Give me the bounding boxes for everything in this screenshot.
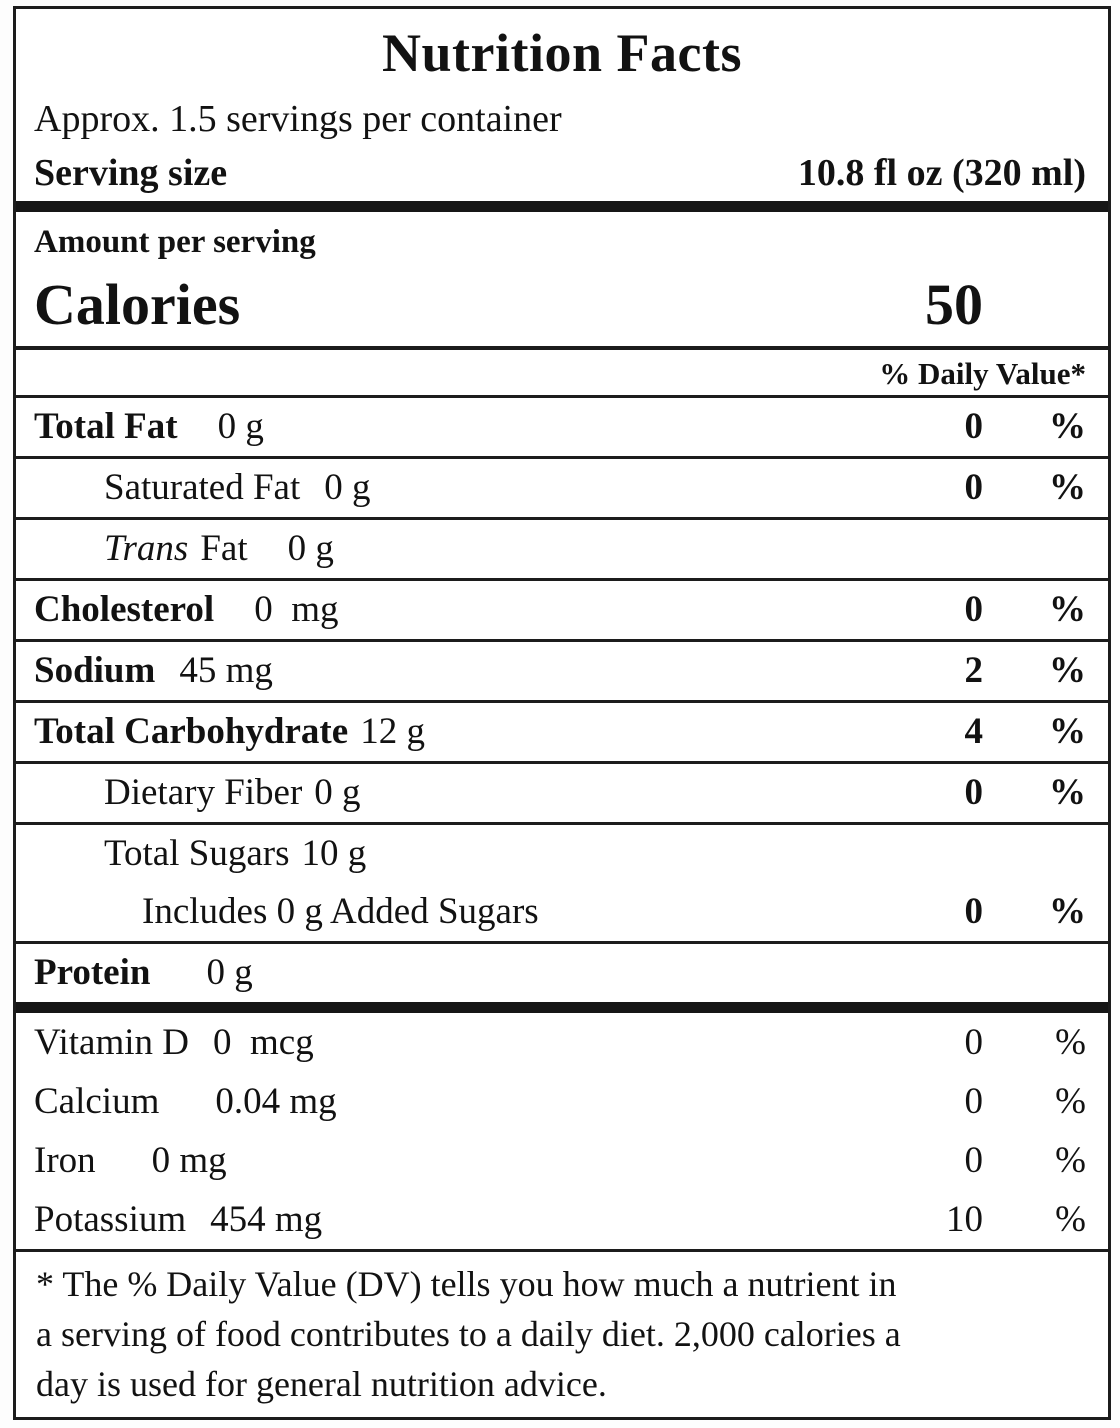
percent-sign: % [1049, 711, 1086, 752]
nutrient-name: Fat [200, 528, 248, 569]
percent-sign: % [1049, 772, 1086, 813]
nutrient-row-protein [16, 944, 1108, 1002]
nutrient-name: Total Sugars [104, 833, 290, 874]
nutrient-row-trans-fat [16, 520, 1108, 581]
nutrient-amount: 0 mg [151, 1140, 227, 1181]
daily-value-number: 0 [964, 1081, 983, 1122]
nutrient-row-cholesterol [16, 581, 1108, 642]
nutrient-section [16, 398, 1108, 1002]
nutrient-amount: 0 mcg [213, 1022, 314, 1063]
label-title: Nutrition Facts [382, 23, 742, 83]
percent-sign: % [1049, 650, 1086, 691]
nutrient-amount: 0 g [314, 772, 361, 813]
calories-row [16, 264, 1108, 350]
thick-divider-bar [16, 1002, 1108, 1013]
percent-sign: % [1055, 1140, 1086, 1181]
nutrient-name: Protein [34, 952, 151, 993]
nutrient-name: Potassium [34, 1199, 187, 1240]
daily-value-number: 0 [964, 772, 983, 813]
percent-sign: % [1055, 1022, 1086, 1063]
daily-value-footnote [16, 1249, 1108, 1417]
nutrient-row-vitamin-d [16, 1013, 1108, 1072]
nutrient-name: Dietary Fiber [104, 772, 303, 813]
calories-label: Calories [34, 272, 241, 337]
daily-value-header: % Daily Value* [16, 350, 1108, 398]
nutrient-row-iron [16, 1131, 1108, 1190]
nutrient-name: Total Fat [34, 406, 178, 447]
nutrient-row-sodium [16, 642, 1108, 703]
nutrient-name: Total Carbohydrate [34, 711, 349, 752]
nutrient-row-total-fat [16, 398, 1108, 459]
nutrient-row-calcium [16, 1072, 1108, 1131]
daily-value-number: 0 [964, 1022, 983, 1063]
nutrient-amount: 0 g [324, 467, 371, 508]
nutrient-name: Saturated Fat [104, 467, 301, 508]
footnote-line: * The % Daily Value (DV) tells you how much a nutrient in [36, 1264, 897, 1304]
calories-value: 50 [925, 272, 983, 337]
nutrient-name-italic: Trans [104, 528, 189, 569]
amount-per-serving: Amount per serving [34, 224, 316, 260]
daily-value-number: 0 [964, 1140, 983, 1181]
nutrient-name: Calcium [34, 1081, 160, 1122]
daily-value-number: 2 [964, 650, 983, 691]
percent-sign: % [1049, 406, 1086, 447]
nutrient-name: Vitamin D [34, 1022, 190, 1063]
footnote-line: day is used for general nutrition advice. [36, 1364, 607, 1404]
nutrient-amount: 0.04 mg [215, 1081, 337, 1122]
daily-value-number: 4 [964, 711, 983, 752]
nutrient-name: Iron [34, 1140, 96, 1181]
nutrient-name: Cholesterol [34, 589, 215, 630]
percent-sign: % [1049, 589, 1086, 630]
serving-size-row [16, 145, 1108, 201]
nutrient-amount: 454 mg [210, 1199, 323, 1240]
percent-sign: % [1055, 1199, 1086, 1240]
nutrient-row-total-sugars [16, 825, 1108, 883]
nutrient-amount: 45 mg [179, 650, 273, 691]
nutrient-row-potassium [16, 1190, 1108, 1249]
daily-value-number: 0 [964, 891, 983, 932]
nutrient-amount: 0 mg [254, 589, 339, 630]
nutrient-amount: 0 g [217, 406, 264, 447]
nutrition-facts-label [13, 6, 1111, 1420]
thick-divider-bar [16, 201, 1108, 212]
percent-sign: % [1055, 1081, 1086, 1122]
nutrient-row-total-carbohydrate [16, 703, 1108, 764]
nutrient-row-dietary-fiber [16, 764, 1108, 825]
daily-value-number: 0 [964, 406, 983, 447]
nutrient-amount: 12 g [360, 711, 425, 752]
daily-value-number: 10 [946, 1199, 983, 1240]
nutrient-name: Sodium [34, 650, 156, 691]
percent-sign: % [1049, 467, 1086, 508]
servings-per-container: Approx. 1.5 servings per container [34, 98, 562, 140]
micronutrient-section [16, 1013, 1108, 1249]
nutrient-amount: 10 g [301, 833, 367, 874]
daily-value-number: 0 [964, 467, 983, 508]
footnote-line: a serving of food contributes to a daily diet. 2,000 calories a [36, 1314, 901, 1354]
serving-size-value: 10.8 fl oz (320 ml) [797, 152, 1086, 194]
percent-sign: % [1049, 891, 1086, 932]
nutrient-amount: 0 g [287, 528, 334, 569]
nutrient-amount: 0 g [206, 952, 253, 993]
daily-value-number: 0 [964, 589, 983, 630]
nutrient-name: Includes 0 g Added Sugars [142, 891, 539, 932]
serving-size-label: Serving size [34, 152, 228, 194]
nutrient-row-saturated-fat [16, 459, 1108, 520]
nutrient-row-added-sugars [16, 883, 1108, 944]
